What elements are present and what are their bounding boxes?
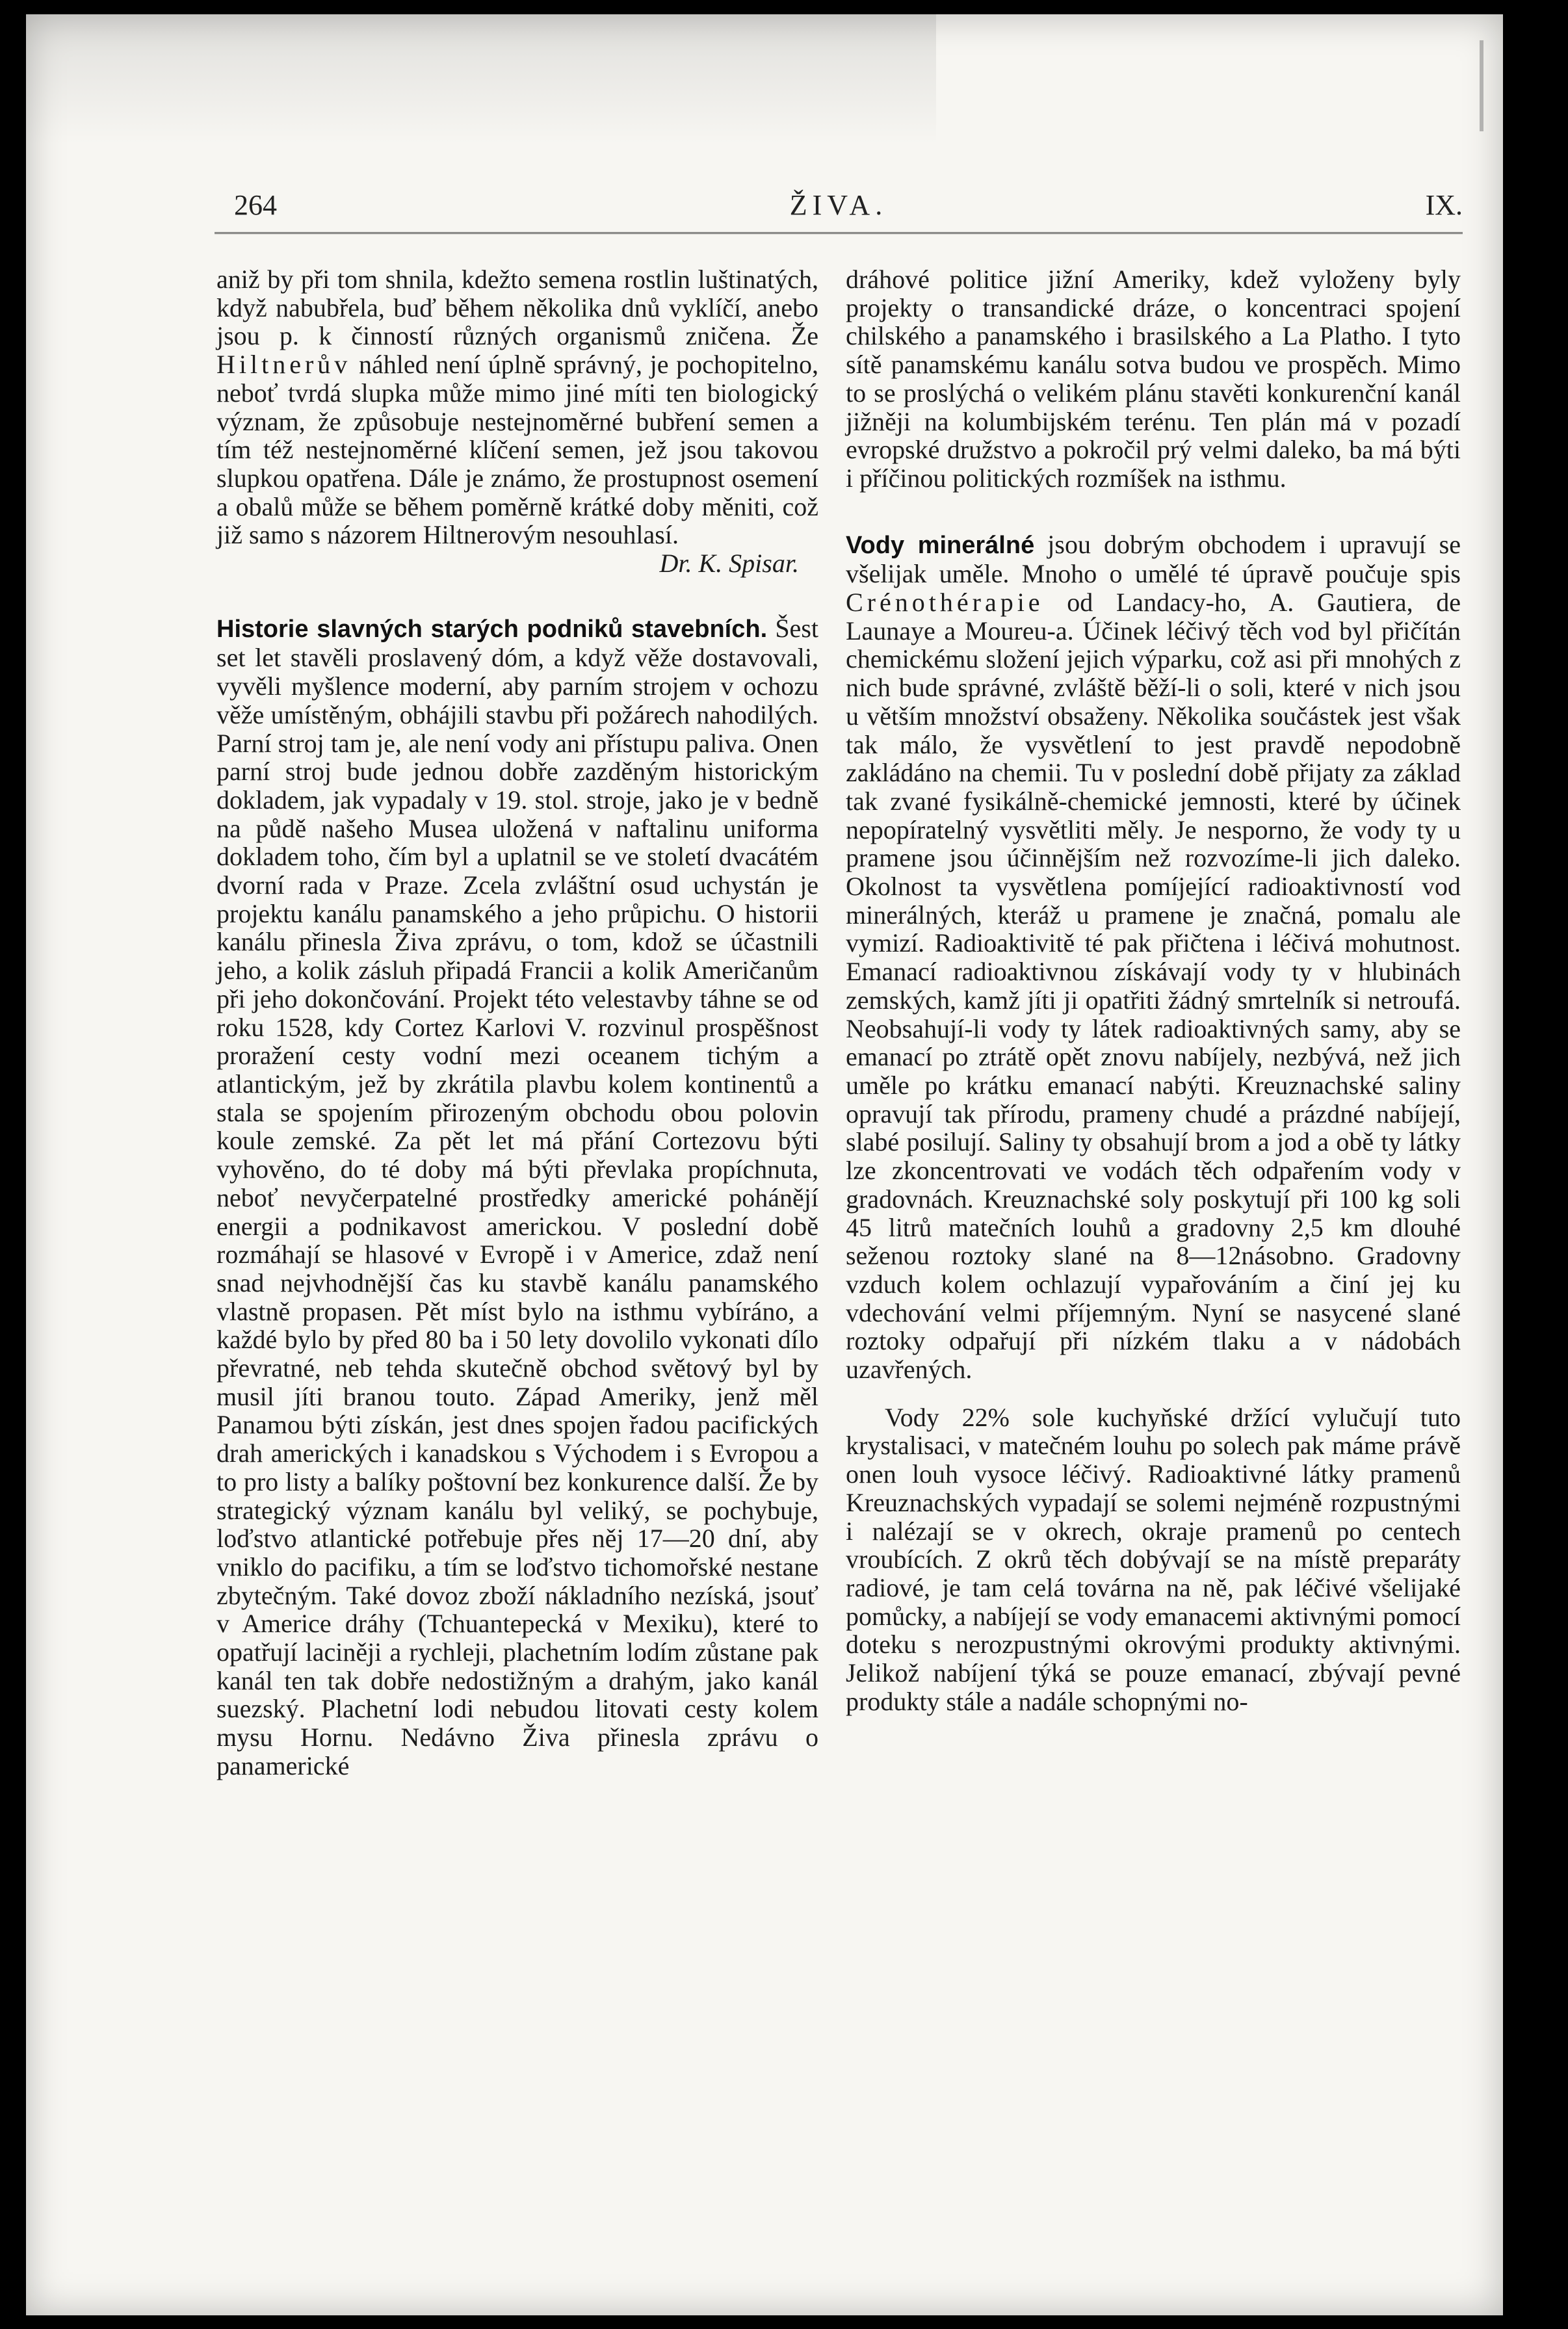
header-rule: [215, 232, 1463, 234]
left-paragraph-1: [216, 265, 818, 549]
left-p1-continued: náhled není úplně správný, je pochopitelno, neboť tvrdá slupka může mimo jiné míti ten biologický význam, že způsobuje nestejnoměrné bubření semen a tím též nestejnoměrné klíčení semen, jež jsou takovou slupkou opatřena. Dále je známo, že prostupnost osemení a obalů může se během poměrně krátké doby měniti, což již samo s názorem Hiltnerovým nesouhlasí.: [216, 350, 818, 550]
left-p1-text: aniž by při tom shnila, kdežto semena rostlin luštinatých, když nabubřela, buď během několika dnů vyklíčí, anebo jsou p. k činností různých organismů zničena. Že: [216, 265, 818, 351]
right-p2-text-b: od Landacy-ho, A. Gautiera, de Launaye a Moureu-a. Účinek léčivý těch vod byl přičítán chemickému složení jejich výparku, což asi při mnohých z nich bude správné, zvláště běží-li o soli, které v nich jsou u větším množství obsaženy. Několika součástek jest však tak málo, že vysvětlení to jest pravdě nepodobně zakládáno na chemii. Tu v poslední době přijaty za základ tak zvané fysikálně-chemické jemnosti, které by účinek nepopíratelný vysvětliti měly. Je nesporno, že vody ty u pramene jsou účinnějším než rozvozíme-li jich daleko. Okolnost ta vysvětlena pomíjející radioaktivností vod minerálných, kteráž u pramene je značná, pomalu ale vymizí. Radioaktivitě té pak přičtena i léčivá mohutnost. Emanací radioaktivnou získávají vody ty v hlubinách zemských, kamž jíti ji opatřiti žádný smrtelník si netroufá. Neobsahují-li vody ty látek radioaktivných samy, aby se emanací po ztrátě opět znovu nabíjely, nezbývá, než jich uměle po krátku emanací nabýti. Kreuznachské saliny opravují tak přírodu, prameny chudé a prázdné nabíjejí, slabé posilují. Saliny ty obsahují brom a jod a obě ty látky lze zkoncentrovati ve vodách těch odpařením vody v gradovnách. Kreuznachské soly poskytují při 100 kg soli 45 litrů matečních louhů a gradovny 2,5 km dlouhé seženou roztoky slané na 8—12násobno. Gradovny vzduch kolem ochlazují vypařováním a činí jej ku vdechování velmi příjemným. Nyní se nasycené slané roztoky odpařují při nízkém tlaku a v nádobách uzavřených.: [846, 588, 1461, 1385]
right-column: [846, 265, 1461, 1715]
journal-title: ŽIVA.: [789, 189, 888, 221]
left-paragraph-2: [216, 614, 818, 1780]
right-paragraph-3: Vody 22% sole kuchyňské držící vylučují tuto krystalisaci, v matečném louhu po solech pak máme právě onen louh vysoce léčivý. Radioaktivné látky pramenů Kreuznachských vypadají se solemi nejméně rozpustnými i nalézají se v okrech, okraje pramenů po centech vroubících. Z okrů těch dobývají se na místě preparáty radiové, je tam celá továrna na ně, pak léčivé všelijaké pomůcky, a nabíjejí se vody emanacemi aktivnými pomocí doteku s nerozpustnými okrovými produkty aktivnými. Jelikož nabíjení týká se pouze emanací, zbývají pevné produkty stále a nadále schopnými no-: [846, 1402, 1461, 1716]
left-p2-text: Šest set let stavěli proslavený dóm, a když věže dostavovali, vyvěli myšlence moderní, aby parním strojem v ochozu věže umístěným, obhájili stavbu při požárech nahodilých. Parní stroj tam je, ale není vody ani přístupu paliva. Onen parní stroj bude jednou dobře zazděným historickým dokladem, jak vypadaly v 19. stol. stroje, jako je v bedně na půdě našeho Musea uložená v naftalinu uniforma dokladem toho, čím byl a uplatnil se ve století dvacátém dvorní rada v Praze. Zcela zvláštní osud uchystán je projektu kanálu panamského a jeho průpichu. O historii kanálu přinesla Živa zprávu, o tom, kdož se účastnili jeho, a kolik zásluh připadá Francii a kolik Američanům při jeho dokončování. Projekt této velestavby táhne se od roku 1528, kdy Cortez Karlovi V. rozvinul prospěšnost proražení cesty vodní mezi oceanem tichým a atlantickým, jež by zkrátila plavbu kolem kontinentů a stala se spojením přirozeným obchodu obou polovin koule zemské. Za pět let má přání Cortezovu býti vyhověno, do té doby má býti převlaka propíchnuta, neboť nevyčerpatelné prostředky americké pohánějí energii a podnikavost americkou. V poslední době rozmáhají se hlasové v Evropě i v Americe, zdaž není snad nejvhodnější čas ku stavbě kanálu panamského vlastně propasen. Pět míst bylo na isthmu vybíráno, a každé bylo by před 80 ba i 50 lety dovolilo vykonati dílo převratné, neb tehda skutečně obchod světový byl by musil jíti branou touto. Západ Ameriky, jenž měl Panamou býti získán, jest dnes spojen řadou pacifických drah amerických i kanadskou s Východem i s Evropou a to pro listy a balíky poštovní bez konkurence další. Že by strategický význam kanálu byl veliký, se pochybuje, loďstvo atlantické potřebuje přes něj 17—20 dní, aby vniklo do pacifiku, a tím se loďstvo tichomořské nestane zbytečným. Také dovoz zboží nákladního nezíská, jsouť v Americe dráhy (Tchuantepecká v Mexiku), které to opatřují laciněji a rychleji, plachetním lodím zůstane pak kanál ten tak dobře nedostižným a drahým, jako kanál suezský. Plachetní lodi nebudou litovati cesty kolem mysu Hornu. Nedávno Živa přinesla zprávu o panamerické: [216, 613, 818, 1780]
section-heading-vody: Vody minerálné: [846, 531, 1035, 559]
right-paragraph-2: [846, 530, 1461, 1384]
scan-mark: [1480, 40, 1483, 131]
right-p2-text-a: jsou dobrým obchodem i upravují se všelijak uměle. Mnoho o umělé té úpravě poučuje spis: [846, 529, 1461, 589]
paragraph-gap: [846, 1384, 1461, 1403]
author-name-spaced: Hiltnerův: [216, 350, 352, 380]
section-heading-historie: Historie slavných starých podniků stavebních.: [216, 615, 768, 643]
article-signature: Dr. K. Spisar.: [659, 549, 799, 579]
right-paragraph-1: dráhové politice jižní Ameriky, kdež vyloženy byly projekty o transandické dráze, o koncentraci spojení chilského a panamského i brasilského a La Platho. I tyto sítě panamskému kanálu sotva budou ve prospěch. Mimo to se proslýchá o velikém plánu stavěti konkurenční kanál jižněji na kolumbijském terénu. Ten plán má v pozadí evropské družstvo a pokročil prý velmi daleko, ba má býti i příčinou politických rozmíšek na isthmu.: [846, 265, 1461, 493]
scanned-page: [26, 14, 1503, 2315]
section-gap: [846, 493, 1461, 530]
book-title-spaced: Crénothérapie: [846, 588, 1044, 618]
scan-shadow: [26, 14, 936, 144]
volume-number: IX.: [1425, 189, 1463, 221]
page-number: 264: [234, 189, 277, 221]
running-header: [215, 189, 1463, 228]
section-gap: [216, 578, 818, 614]
left-column: [216, 265, 818, 1780]
